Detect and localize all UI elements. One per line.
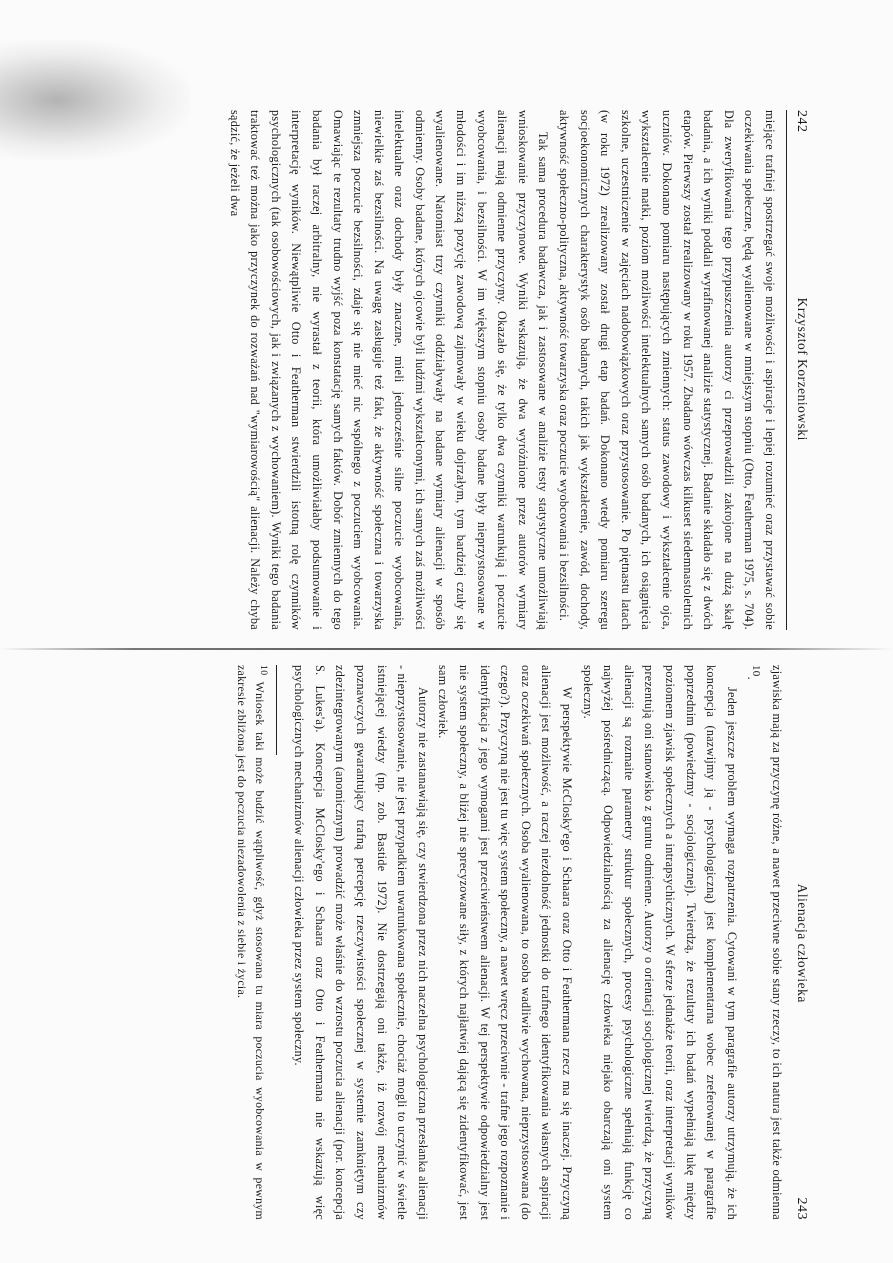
footnote-text: $^{10}$ Wniosek taki może budzić wątpliwość, gdyż stosowana tu miara poczucia wyobcowania w pewnym zakresie zbliżona jest do poczucia niezadowolenia z siebie i życia.: [234, 665, 269, 1220]
footnote-marker: 10: [750, 665, 763, 677]
body-text: [224, 110, 780, 630]
paragraph: zjawiska mają za przyczynę różne, a nawet przeciwne sobie stany rzeczy, to ich natura jest także odmienna $^{10}$.: [745, 665, 784, 1220]
paragraph: miejące trafniej spostrzegać swoje możliwości i aspiracje i lepiej rozumieć oraz przystawać sobie oczekiwania społeczne, będą wyalienowane w mniejszym stopniu (Otto, Featherman 1975, s. 704). Dla zweryfikowania tego przypuszczenia autorzy ci przeprowadzili zakrojone na dużą skalę badania, a ich wyniki poddali wyrafinowanej analizie statystycznej. Badanie składało się z dwóch etapów. Pierwszy został zrealizowany w roku 1957. Zbadano wówczas kilkuset siedemnastoletnich uczniów. Dokonano pomiaru następujących zmiennych: status zawodowy i wykształcenie ojca, wykształcenie matki, poziom możliwości intelektualnych samych osób badanych, ich osiągnięcia szkolne, uczestniczenie w zajęciach nadobowiązkowych oraz przystosowanie. Po piętnastu latach (w roku 1972) zrealizowany został drugi etap badań. Dokonano wtedy pomiaru szeregu socjoekonomicznych charakterystyk osób badanych, takich jak wykształcenie, zawód, dochody, aktywność społeczno-polityczna, aktywność towarzyska oraz poczucie wyobcowania i bezsilności.: [557, 110, 777, 630]
footnote-separator: [276, 665, 277, 755]
page-number: 243: [794, 1197, 809, 1220]
body-text: [289, 665, 787, 1220]
running-head-author: Krzysztof Korzeniowski: [795, 297, 810, 441]
footnote-number: 10: [257, 665, 269, 676]
header-rule: [786, 110, 787, 630]
paragraph: Autorzy nie zastanawiają się, czy stwierdzona przez nich naczelna psychologiczna przesłanka alienacji - nieprzystosowanie, nie jest przypadkiem uwarunkowana społecznie, chociaż mogli to uczynić w świetle istniejącej wiedzy (np. zob. Bastide 1972). Nie dostrzegają oni także, iż rozwój mechanizmów poznawczych gwarantujący trafną percepcję rzeczywistości społecznej w systemie zamkniętym czy zdezintegrowanym (anomicznym) prowadzić może właśnie do wzrostu poczucia alienacji (por. koncepcja S. Lukes'a). Koncepcja McClosky'ego i Schaara oraz Otto i Feathermana nie wskazują więc psychologicznych mechanizmów alienacji człowieka przez system społeczny.: [292, 665, 430, 1220]
paragraph: Jeden jeszcze problem wymaga rozpatrzenia. Cytowani w tym paragrafie autorzy utrzymują, że ich koncepcja (nazwijmy ją - psychologiczną) jest komplementarna wobec zreferowanej w paragrafie poprzednim (powiedzmy - socjologicznej). Twierdzą, że rezultaty ich badań wypełniają lukę między poziomem zjawisk społecznych a intrapsychicznych. W sferze jednakże teorii, oraz interpretacji wyników prezentują oni stanowisko z gruntu odmienne. Autorzy o orientacji socjologicznej twierdzą, że przyczyną alienacji są rozmaite parametry struktur społecznych, procesy psychologiczne spełniają funkcję co najwyżej pośredniczącą. Odpowiedzialnością za alienację człowieka niejako obarczają oni system społeczny.: [580, 665, 739, 1220]
footnote: [233, 665, 272, 1220]
running-header: [793, 110, 810, 630]
page-242: [120, 110, 810, 630]
page-243: [120, 665, 810, 1220]
paragraph: Tak sama procedura badawcza, jak i zastosowane w analizie testy statystyczne umożliwiają wnioskowanie przyczynowe. Wyniki wskazują, że dwa wyróżnione przez autorów wymiary alienacji mają odmienne przyczyny. Okazało się, że tylko dwa czynniki warunkują i poczucie wyobcowania, i bezsilności. W im większym stopniu osoby badane były nieprzystosowane w młodości i im niższą pozycję zawodową zajmowały w wieku dojrzałym, tym bardziej czuły się wyalienowane. Natomiast trzy czynniki oddziaływały na badane wymiary alienacji w sposób odmienny. Osoby badane, których ojcowie byli ludźmi wykształconymi, ich samych zaś możliwości intelektualne oraz dochody były znaczne, mieli jednocześnie silne poczucie wyobcowania, niewielkie zaś bezsilności. Na uwagę zasługuje też fakt, że aktywność społeczna i towarzyska zmniejsza poczucie bezsilności, zdaje się nie mieć nic wspólnego z poczuciem wyobcowania. Omawiając te rezultaty trudno wyjść poza konstatację samych faktów. Dobór zmiennych do tego badania był raczej arbitralny, nie wyrastał z teorii, która umożliwiałaby podsumowanie i interpretację wyników. Niewątpliwie Otto i Featherman stwierdzili istotną rolę czynników psychologicznych (tak osobowościowych, jak i związanych z wychowaniem). Wyniki tego badania traktować też można jako przyczynek do rozważań nad "wymiarowością" alienacji. Należy chyba sądzić, że jeżeli dwa: [227, 110, 551, 630]
book-gutter: [0, 648, 893, 650]
running-header: [793, 665, 810, 1220]
paragraph: W perspektywie McClosky'ego i Schaara oraz Otto i Feathermana rzecz ma się inaczej. Przyczyną alienacji jest możliwość, a raczej niezdolność jednostki do trafnego identyfikowania własnych aspiracji oraz oczekiwań społecznych. Osoba wyalienowana, to osoba wadliwie wychowana, nieprzystosowana (do czego?). Przyczyną nie jest tu więc system społeczny, a nawet wręcz przeciwnie - trafne jego rozpoznanie i identyfikacja z jego wymogami jest przeciwieństwem alienacji. W tej perspektywie odpowiedzialny jest nie system społeczny, a bliżej nie sprecyzowane siły, z których najłatwiej dającą się zidentyfikować, jest sam człowiek.: [436, 665, 574, 1220]
running-head-title: Alienacja człowieka: [795, 883, 810, 1003]
page-number: 242: [794, 110, 809, 133]
